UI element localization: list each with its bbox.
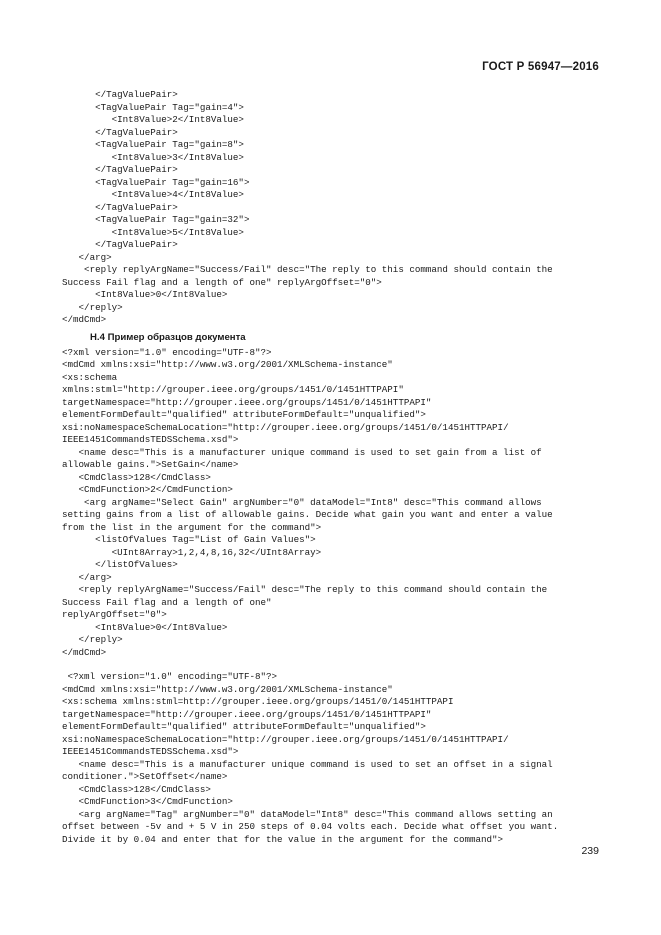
code-line: </arg> <box>62 251 112 263</box>
code-line: offset between -5v and + 5 V in 250 steps of 0.04 volts each. Decide what offset you want. <box>62 821 559 832</box>
code-block-set-offset-example <box>62 671 598 846</box>
code-line: xmlns:stml="http://grouper.ieee.org/groups/1451/0/1451HTTPAPI" <box>62 384 404 395</box>
code-line: <UInt8Array>1,2,4,8,16,32</UInt8Array> <box>62 546 322 558</box>
code-line: xsi:noNamespaceSchemaLocation="http://grouper.ieee.org/groups/1451/0/1451HTTPAPI/ <box>62 733 509 745</box>
code-line: </reply> <box>62 634 123 645</box>
code-line: <TagValuePair Tag="gain=4"> <box>62 101 244 113</box>
code-line: IEEE1451CommandsTEDSSchema.xsd"> <box>62 434 239 445</box>
code-line: <CmdFunction>2</CmdFunction> <box>62 484 233 495</box>
document-standard-header: ГОСТ Р 56947—2016 <box>482 61 599 73</box>
code-line: </TagValuePair> <box>62 164 178 175</box>
code-line: <mdCmd xmlns:xsi="http://www.w3.org/2001/XMLSchema-instance" <box>62 683 393 695</box>
code-line: xsi:noNamespaceSchemaLocation="http://grouper.ieee.org/groups/1451/0/1451HTTPAPI/ <box>62 421 509 433</box>
code-line: replyArgOffset="0"> <box>62 609 167 620</box>
code-line: </TagValuePair> <box>62 239 178 250</box>
code-line: <Int8Value>0</Int8Value> <box>62 289 228 300</box>
code-line: </TagValuePair> <box>62 89 178 100</box>
code-line: </TagValuePair> <box>62 126 178 138</box>
code-block-set-gain-example <box>62 347 598 660</box>
code-line: setting gains from a list of allowable gains. Decide what gain you want and enter a value <box>62 509 553 520</box>
section-heading: Н.4 Пример образцов документа <box>90 331 246 343</box>
code-line: <?xml version="1.0" encoding="UTF-8"?> <box>62 346 272 358</box>
code-line: <listOfValues Tag="List of Gain Values"> <box>62 534 316 545</box>
code-block-reply-definition <box>62 89 598 327</box>
code-line: conditioner.">SetOffset</name> <box>62 771 228 782</box>
code-line: IEEE1451CommandsTEDSSchema.xsd"> <box>62 746 239 757</box>
code-line: <Int8Value>3</Int8Value> <box>62 151 244 163</box>
code-line: <reply replyArgName="Success/Fail" desc="The reply to this command should contain the <box>62 584 548 595</box>
code-line: elementFormDefault="qualified" attributeFormDefault="unqualified"> <box>62 409 426 420</box>
code-line: <CmdFunction>3</CmdFunction> <box>62 796 233 807</box>
code-line: allowable gains.">SetGain</name> <box>62 459 239 470</box>
code-line: <arg argName="Select Gain" argNumber="0" dataModel="Int8" desc="This command allows <box>62 496 542 508</box>
code-line: <arg argName="Tag" argNumber="0" dataModel="Int8" desc="This command allows setting an <box>62 808 553 820</box>
code-line: <name desc="This is a manufacturer unique command is used to set an offset in a signal <box>62 758 553 770</box>
code-line: from the list in the argument for the command"> <box>62 521 322 533</box>
code-line: <CmdClass>128</CmdClass> <box>62 783 211 795</box>
code-line: </arg> <box>62 571 112 583</box>
code-line: </mdCmd> <box>62 314 107 325</box>
code-line: </reply> <box>62 301 123 313</box>
code-line: <TagValuePair Tag="gain=16"> <box>62 176 250 188</box>
code-line: <TagValuePair Tag="gain=32"> <box>62 214 250 225</box>
code-line: Success Fail flag and a length of one" replyArgOffset="0"> <box>62 276 382 288</box>
code-line: <mdCmd xmlns:xsi="http://www.w3.org/2001/XMLSchema-instance" <box>62 359 393 370</box>
page-number: 239 <box>581 845 599 857</box>
code-line: <CmdClass>128</CmdClass> <box>62 471 211 483</box>
code-line: <TagValuePair Tag="gain=8"> <box>62 139 244 150</box>
code-line: elementFormDefault="qualified" attributeFormDefault="unqualified"> <box>62 721 426 732</box>
code-line: <Int8Value>0</Int8Value> <box>62 621 228 633</box>
code-line: </mdCmd> <box>62 646 107 658</box>
code-line: targetNamespace="http://grouper.ieee.org/groups/1451/0/1451HTTPAPI" <box>62 708 432 720</box>
code-line: Success Fail flag and a length of one" <box>62 596 272 608</box>
code-line: </TagValuePair> <box>62 201 178 213</box>
code-line: <xs:schema xmlns:stml=http://grouper.ieee.org/groups/1451/0/1451HTTPAPI <box>62 696 454 707</box>
code-line: <Int8Value>5</Int8Value> <box>62 226 244 238</box>
code-line: <xs:schema <box>62 371 118 383</box>
code-line: <Int8Value>4</Int8Value> <box>62 189 244 200</box>
code-line: </listOfValues> <box>62 559 178 570</box>
code-line: Divide it by 0.04 and enter that for the value in the argument for the command"> <box>62 833 504 845</box>
page-content <box>62 89 598 846</box>
code-line: <name desc="This is a manufacturer unique command is used to set gain from a list of <box>62 446 542 458</box>
code-line: targetNamespace="http://grouper.ieee.org/groups/1451/0/1451HTTPAPI" <box>62 396 432 408</box>
code-line: <Int8Value>2</Int8Value> <box>62 114 244 125</box>
blank-gap <box>62 659 598 671</box>
code-line: <?xml version="1.0" encoding="UTF-8"?> <box>62 671 278 682</box>
code-line: <reply replyArgName="Success/Fail" desc="The reply to this command should contain the <box>62 264 553 275</box>
